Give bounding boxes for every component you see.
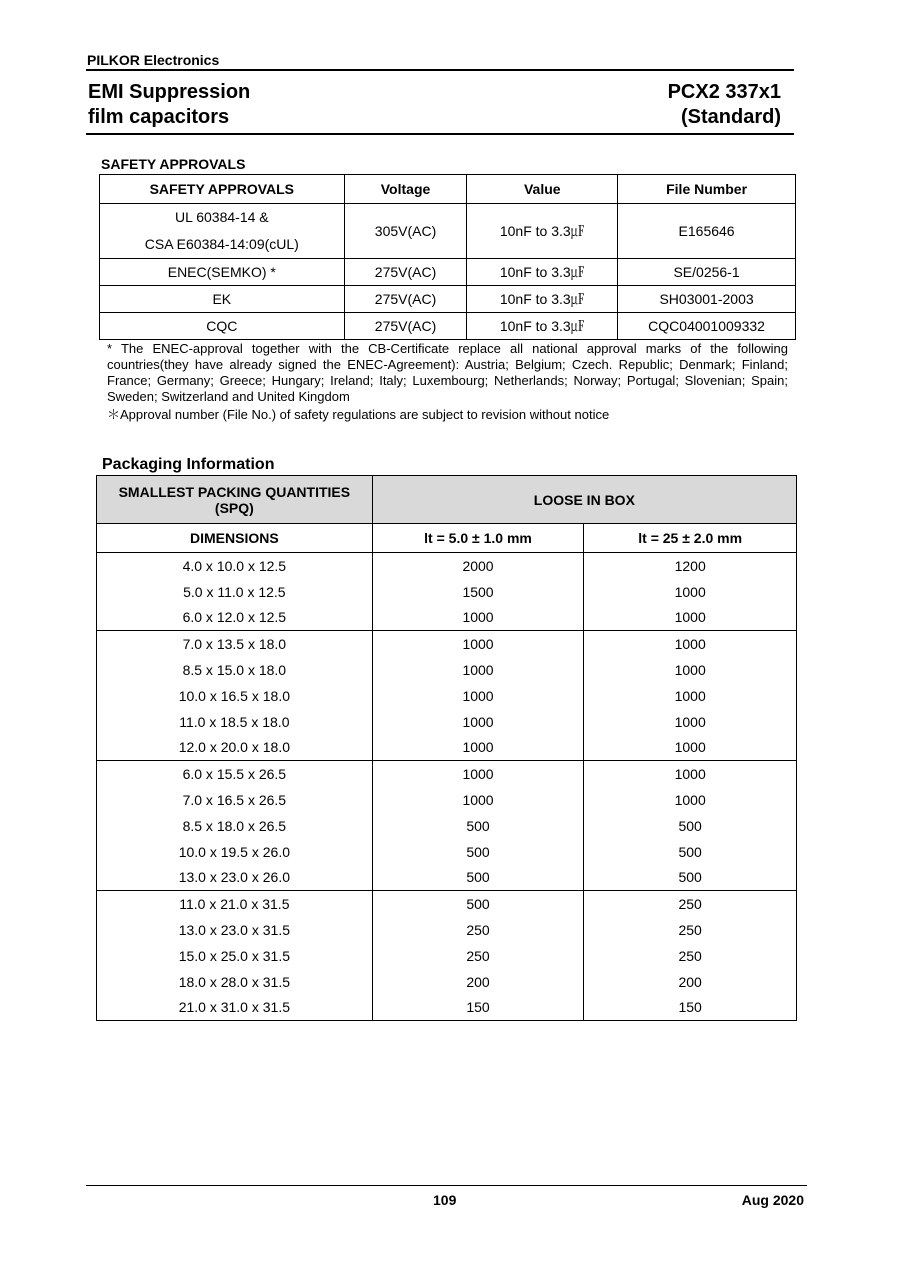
lt-5-qty-cell: 500 [372, 891, 584, 917]
lt-25-qty-cell: 250 [584, 917, 797, 943]
packaging-table [96, 475, 797, 1021]
approval-line: CSA E60384-14:09(cUL) [144, 236, 299, 252]
file-number-cell: E165646 [618, 204, 796, 259]
table-row [100, 313, 796, 340]
file-number-cell: SE/0256-1 [618, 259, 796, 286]
lt-5-qty-cell: 150 [372, 995, 584, 1021]
file-number-cell: CQC04001009332 [618, 313, 796, 340]
table-row [97, 605, 797, 631]
packaging-header-row [97, 476, 797, 524]
model-block [668, 80, 781, 130]
value-cell: 10nF to 3.3㎌ [467, 259, 618, 286]
lt-25-qty-cell: 1000 [584, 761, 797, 787]
title-line-2: film capacitors [88, 106, 230, 128]
lt-5-qty-cell: 200 [372, 969, 584, 995]
publication-date: Aug 2020 [741, 1192, 804, 1208]
lt-5-qty-cell: 500 [372, 865, 584, 891]
dimension-cell: 11.0 x 21.0 x 31.5 [97, 891, 373, 917]
packaging-table-body [97, 553, 797, 1021]
table-row [97, 761, 797, 787]
lt-5-qty-cell: 1000 [372, 657, 584, 683]
lt-25-qty-cell: 1200 [584, 553, 797, 579]
dimension-cell: 13.0 x 23.0 x 26.0 [97, 865, 373, 891]
header-bottom-rule [86, 133, 794, 135]
table-row [97, 865, 797, 891]
table-row [97, 787, 797, 813]
column-header: Value [467, 175, 618, 204]
model-number: PCX2 337x1 [667, 81, 781, 103]
lt-25-qty-cell: 500 [584, 865, 797, 891]
footer-rule [86, 1185, 807, 1186]
document-title [88, 80, 250, 130]
column-header: File Number [618, 175, 796, 204]
dimension-cell: 13.0 x 23.0 x 31.5 [97, 917, 373, 943]
table-header-row [100, 175, 796, 204]
header-top-rule [86, 69, 794, 71]
lt-5-qty-cell: 1500 [372, 579, 584, 605]
lt-5-qty-cell: 1000 [372, 761, 584, 787]
lt-25-qty-cell: 500 [584, 813, 797, 839]
lt-25-qty-cell: 1000 [584, 579, 797, 605]
lt-5-qty-cell: 500 [372, 839, 584, 865]
dimension-cell: 4.0 x 10.0 x 12.5 [97, 553, 373, 579]
approval-revision-note: ＊Approval number (File No.) of safety regulations are subject to revision without notice [107, 407, 610, 422]
table-row [97, 553, 797, 579]
table-row [97, 579, 797, 605]
voltage-cell: 275V(AC) [344, 313, 467, 340]
lt-25-qty-cell: 500 [584, 839, 797, 865]
lt-25-qty-cell: 150 [584, 995, 797, 1021]
lt-5-qty-cell: 1000 [372, 605, 584, 631]
table-row [97, 709, 797, 735]
safety-section-title: SAFETY APPROVALS [101, 156, 246, 172]
column-header: Voltage [344, 175, 467, 204]
dimension-cell: 18.0 x 28.0 x 31.5 [97, 969, 373, 995]
dimension-cell: 8.5 x 15.0 x 18.0 [97, 657, 373, 683]
dimension-cell: 10.0 x 16.5 x 18.0 [97, 683, 373, 709]
voltage-cell: 275V(AC) [344, 259, 467, 286]
lt-25-qty-cell: 1000 [584, 683, 797, 709]
table-row [97, 631, 797, 657]
lt-25-qty-cell: 1000 [584, 631, 797, 657]
lt-25-qty-cell: 1000 [584, 735, 797, 761]
table-row [97, 943, 797, 969]
lt-5-qty-cell: 250 [372, 943, 584, 969]
table-row [97, 683, 797, 709]
table-row [100, 204, 796, 259]
table-row [97, 995, 797, 1021]
spq-header: SMALLEST PACKING QUANTITIES (SPQ) [97, 476, 373, 524]
lt-5-qty-cell: 1000 [372, 787, 584, 813]
dimension-cell: 12.0 x 20.0 x 18.0 [97, 735, 373, 761]
lt-5-header: lt = 5.0 ± 1.0 mm [372, 524, 584, 553]
dimension-cell: 10.0 x 19.5 x 26.0 [97, 839, 373, 865]
lt-5-qty-cell: 1000 [372, 631, 584, 657]
lt-25-qty-cell: 250 [584, 891, 797, 917]
model-variant: (Standard) [681, 106, 781, 128]
packaging-section-title: Packaging Information [102, 456, 275, 473]
table-row [97, 917, 797, 943]
dimension-cell: 11.0 x 18.5 x 18.0 [97, 709, 373, 735]
dimension-cell: 15.0 x 25.0 x 31.5 [97, 943, 373, 969]
lt-25-qty-cell: 1000 [584, 605, 797, 631]
dimension-cell: 8.5 x 18.0 x 26.5 [97, 813, 373, 839]
dimension-cell: 6.0 x 12.0 x 12.5 [97, 605, 373, 631]
table-row [97, 735, 797, 761]
approval-cell [100, 204, 345, 259]
column-header: SAFETY APPROVALS [100, 175, 345, 204]
loose-in-box-header: LOOSE IN BOX [372, 476, 796, 524]
lt-25-qty-cell: 1000 [584, 787, 797, 813]
voltage-cell: 305V(AC) [344, 204, 467, 259]
value-cell: 10nF to 3.3㎌ [467, 204, 618, 259]
dimension-cell: 21.0 x 31.0 x 31.5 [97, 995, 373, 1021]
value-cell: 10nF to 3.3㎌ [467, 313, 618, 340]
dimensions-header: DIMENSIONS [97, 524, 373, 553]
approval-cell: CQC [100, 313, 345, 340]
lt-25-qty-cell: 1000 [584, 709, 797, 735]
packaging-subheader-row [97, 524, 797, 553]
dimension-cell: 5.0 x 11.0 x 12.5 [97, 579, 373, 605]
page-number: 109 [433, 1192, 457, 1208]
table-row [100, 259, 796, 286]
value-cell: 10nF to 3.3㎌ [467, 286, 618, 313]
table-row [97, 813, 797, 839]
dimension-cell: 7.0 x 16.5 x 26.5 [97, 787, 373, 813]
lt-25-qty-cell: 200 [584, 969, 797, 995]
approval-line: UL 60384-14 & [174, 209, 269, 225]
lt-5-qty-cell: 1000 [372, 735, 584, 761]
table-row [100, 286, 796, 313]
table-row [97, 839, 797, 865]
table-row [97, 969, 797, 995]
lt-5-qty-cell: 1000 [372, 709, 584, 735]
table-row [97, 657, 797, 683]
dimension-cell: 6.0 x 15.5 x 26.5 [97, 761, 373, 787]
approval-cell: EK [100, 286, 345, 313]
lt-5-qty-cell: 500 [372, 813, 584, 839]
company-name: PILKOR Electronics [87, 52, 220, 68]
lt-5-qty-cell: 2000 [372, 553, 584, 579]
dimension-cell: 7.0 x 13.5 x 18.0 [97, 631, 373, 657]
table-row [97, 891, 797, 917]
lt-5-qty-cell: 250 [372, 917, 584, 943]
file-number-cell: SH03001-2003 [618, 286, 796, 313]
approval-cell: ENEC(SEMKO) * [100, 259, 345, 286]
enec-footnote: * The ENEC-approval together with the CB-Certificate replace all national approval marks of the following countries(they have already signed the ENEC-Agreement): Austria; Belgium; Czech. Republic; Denmark; Finland; France; Germany; Greece; Hungary; Ireland; Italy; Luxembourg; Netherlands; Norway; Portugal; Slovenian; Spain; Sweden; Switzerland and United Kingdom [107, 341, 788, 404]
title-line-1: EMI Suppression [88, 81, 251, 103]
lt-25-header: lt = 25 ± 2.0 mm [584, 524, 797, 553]
safety-approvals-table [99, 174, 796, 340]
voltage-cell: 275V(AC) [344, 286, 467, 313]
lt-25-qty-cell: 250 [584, 943, 797, 969]
lt-25-qty-cell: 1000 [584, 657, 797, 683]
lt-5-qty-cell: 1000 [372, 683, 584, 709]
